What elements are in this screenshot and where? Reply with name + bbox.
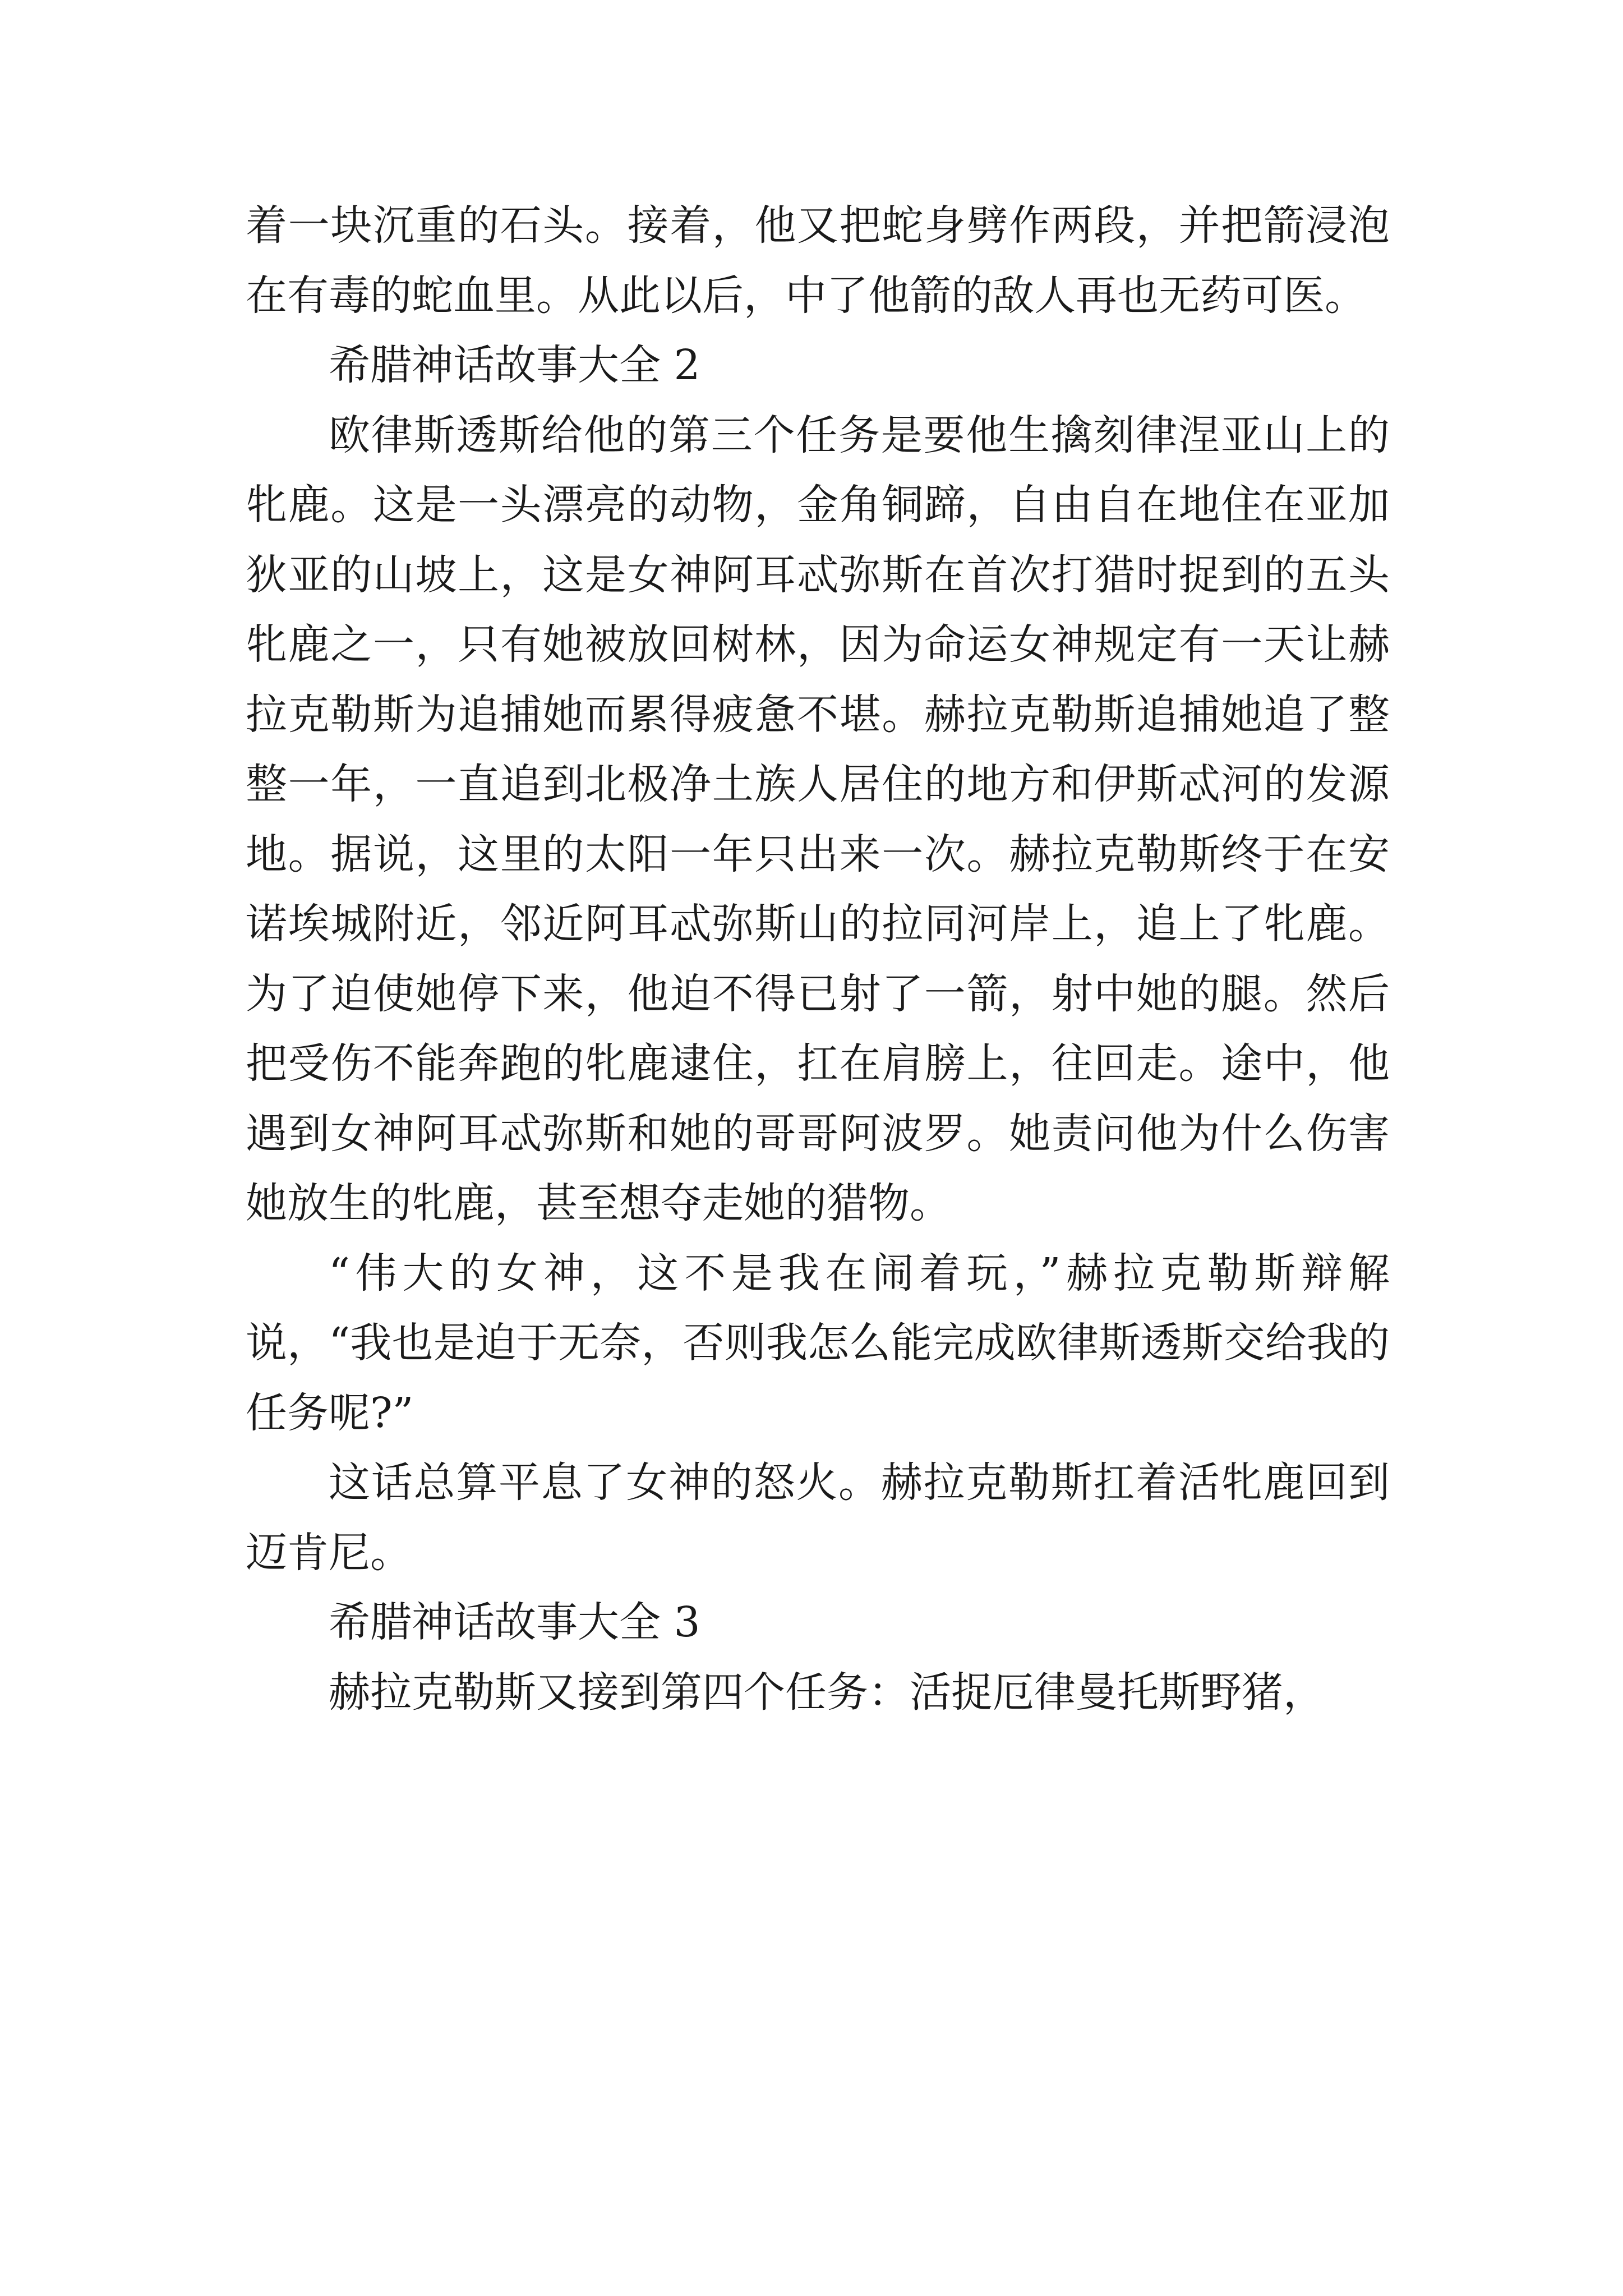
paragraph-hind-capture: 欧律斯透斯给他的第三个任务是要他生擒刻律涅亚山上的牝鹿。这是一头漂亮的动物，金角铜蹄，自由自在地住在亚加狄亚的山坡上，这是女神阿耳忒弥斯在首次打猎时捉到的五头牝鹿之一，只有她被放回树林，因为命运女神规定有一天让赫拉克勒斯为追捕她而累得疲惫不堪。赫拉克勒斯追捕她追了整整一年，一直追到北极净土族人居住的地方和伊斯忒河的发源地。据说，这里的太阳一年只出来一次。赫拉克勒斯终于在安诺埃城附近，邻近阿耳忒弥斯山的拉同河岸上，追上了牝鹿。为了迫使她停下来，他迫不得已射了一箭，射中她的腿。然后把受伤不能奔跑的牝鹿逮住，扛在肩膀上，往回走。途中，他遇到女神阿耳忒弥斯和她的哥哥阿波罗。她责问他为什么伤害她放生的牝鹿，甚至想夺走她的猎物。 [246, 411, 1390, 1227]
paragraph-fourth-task: 赫拉克勒斯又接到第四个任务：活捉厄律曼托斯野猪， [329, 1668, 1325, 1717]
document-body [246, 191, 1390, 1727]
paragraph-return-mycenae: 这话总算平息了女神的怒火。赫拉克勒斯扛着活牝鹿回到迈肯尼。 [246, 1458, 1390, 1577]
section-heading-3: 希腊神话故事大全 3 [329, 1598, 700, 1646]
paragraph-continuation: 着一块沉重的石头。接着，他又把蛇身劈作两段，并把箭浸泡在有毒的蛇血里。从此以后，中了他箭的敌人再也无药可医。 [246, 201, 1390, 320]
section-heading-2: 希腊神话故事大全 2 [329, 341, 700, 389]
paragraph-heracles-reply: “伟大的女神，这不是我在闹着玩，”赫拉克勒斯辩解说，“我也是迫于无奈，否则我怎么能完成欧律斯透斯交给我的任务呢?” [246, 1249, 1390, 1437]
